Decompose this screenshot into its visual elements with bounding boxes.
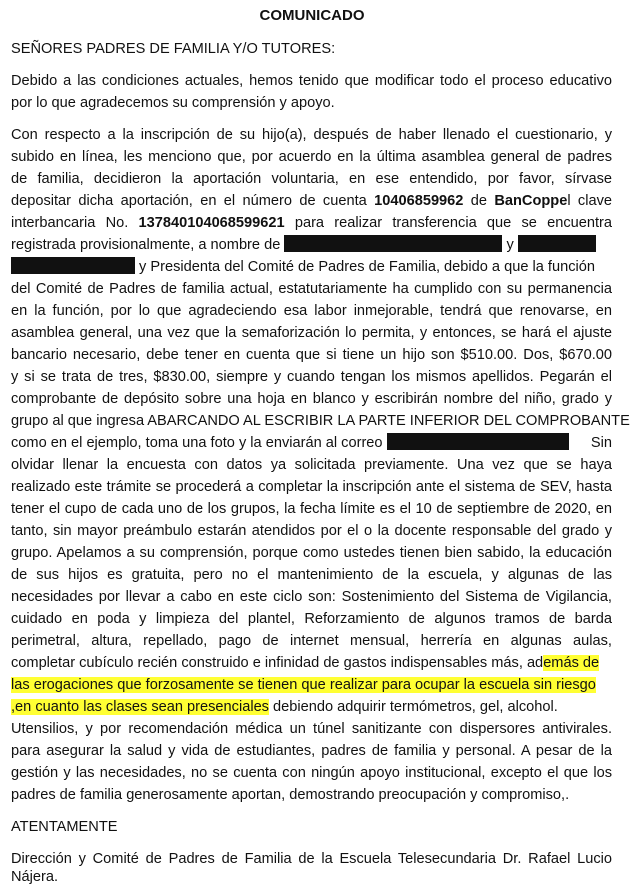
body-line: subido en línea, les menciono que, por acuerdo en la última asamblea general de padres bbox=[11, 149, 612, 165]
redacted-name bbox=[284, 235, 502, 252]
body-line: grupo al que ingresa ABARCANDO AL ESCRIBIR LA PARTE INFERIOR DEL COMPROBANTE bbox=[11, 413, 630, 429]
body-line: padres de familia generosamente aportan, demostrando preocupación y compromiso,. bbox=[11, 787, 570, 803]
body-line: Con respecto a la inscripción de su hijo(a), después de haber llenado el cuestionario, y bbox=[11, 127, 612, 143]
redacted-name bbox=[11, 257, 135, 274]
intro-line: por lo que agradecemos su comprensión y apoyo. bbox=[11, 95, 335, 111]
salutation: SEÑORES PADRES DE FAMILIA Y/O TUTORES: bbox=[11, 41, 336, 57]
body-line: para asegurar la salud y vida de estudiantes, padres de familia y personal. A pesar de la bbox=[11, 743, 612, 759]
body-line: de sus hijos es gratuita, pero no el mantenimiento de la escuela, y algunas de las bbox=[11, 567, 612, 583]
account-number: 10406859962 bbox=[374, 193, 464, 209]
body-line: ,en cuanto las clases sean presenciales debiendo adquirir termómetros, gel, alcohol. bbox=[11, 699, 558, 715]
highlighted-text: las erogaciones que forzosamente se tienen que realizar para ocupar la escuela sin riesgo bbox=[11, 677, 596, 693]
body-line: Utensilios, y por recomendación médica un túnel sanitizante con dispersores antivirales. bbox=[11, 721, 612, 737]
document-title: COMUNICADO bbox=[259, 7, 365, 24]
body-line: registrada provisionalmente, a nombre de y bbox=[11, 234, 612, 256]
body-line: interbancaria No. 137840104068599621 para realizar transferencia que se encuentra bbox=[11, 215, 612, 231]
body-line: grupo. Apelamos a su comprensión, porque como ustedes tienen bien sabido, la educación bbox=[11, 545, 612, 561]
body-line: en la función, por lo que agradeciendo esa labor inmejorable, tendrá que renovarse, en bbox=[11, 303, 612, 319]
body-line: necesidades por llevar a cabo en este ciclo son: Sostenimiento del Sistema de Vigilancia, bbox=[11, 589, 612, 605]
signature-line: Dirección y Comité de Padres de Familia de la Escuela Telesecundaria Dr. Rafael Lucio bbox=[11, 851, 612, 867]
body-line: bancario necesario, debe tener en cuenta que si tiene un hijo son $510.00. Dos, $670.00 bbox=[11, 347, 612, 363]
body-line: comprobante de depósito sobre una hoja en blanco y escribirán nombre del niño, grado y bbox=[11, 391, 612, 407]
body-line: completar cubículo recién construido e infinidad de gastos indispensables más, además de bbox=[11, 655, 600, 671]
body-line: y Presidenta del Comité de Padres de Familia, debido a que la función bbox=[11, 256, 612, 278]
body-line: de familia, decidieron la aportación voluntaria, en ese entendido, por favor, sírvase bbox=[11, 171, 612, 187]
closing: ATENTAMENTE bbox=[11, 819, 118, 835]
redacted-name bbox=[518, 235, 596, 252]
highlighted-text: emás de bbox=[543, 655, 600, 671]
clabe-number: 137840104068599621 bbox=[138, 215, 285, 231]
body-line: depositar dicha aportación, en el número de cuenta 10406859962 de BanCoppel clave bbox=[11, 193, 612, 209]
body-line: gestión y las necesidades, no se cuenta con ningún apoyo institucional, excepto el que los bbox=[11, 765, 612, 781]
intro-line: Debido a las condiciones actuales, hemos tenido que modificar todo el proceso educativo bbox=[11, 73, 612, 89]
body-line: olvidar llenar la encuesta con datos ya solicitada previamente. Una vez que se haya bbox=[11, 457, 612, 473]
body-line: perimetral, altura, repellado, pago de internet mensual, herrería en algunas aulas, bbox=[11, 633, 612, 649]
signature-line: Nájera. bbox=[11, 869, 59, 885]
body-line: como en el ejemplo, toma una foto y la enviarán al correo Sin bbox=[11, 435, 612, 451]
body-line: asamblea general, una vez que la semaforización lo permita, y entonces, se hará el ajuste bbox=[11, 325, 612, 341]
bank-name: BanCoppe bbox=[494, 193, 568, 209]
body-line: cuidado en poda y limpieza del plantel, Reforzamiento de algunos tramos de barda bbox=[11, 611, 612, 627]
body-line: tanto, sin mayor preámbulo estarán atendidos por el o la docente responsable del grado y bbox=[11, 523, 612, 539]
body-line: tener el cupo de cada uno de los grupos, la fecha límite es el 10 de septiembre de 2020, en bbox=[11, 501, 612, 517]
body-line: realizado este trámite se procederá a completar la inscripción ante el sistema de SEV, hasta bbox=[11, 479, 612, 495]
redacted-email bbox=[387, 433, 569, 450]
body-line: del Comité de Padres de familia actual, estatutariamente ha cumplido con su permanencia bbox=[11, 281, 612, 297]
body-line: y si se trata de tres, $830.00, siempre y cuando tengan los mismos apellidos. Pegarán el bbox=[11, 369, 612, 385]
highlighted-text: ,en cuanto las clases sean presenciales bbox=[11, 699, 269, 715]
body-line bbox=[11, 674, 612, 696]
